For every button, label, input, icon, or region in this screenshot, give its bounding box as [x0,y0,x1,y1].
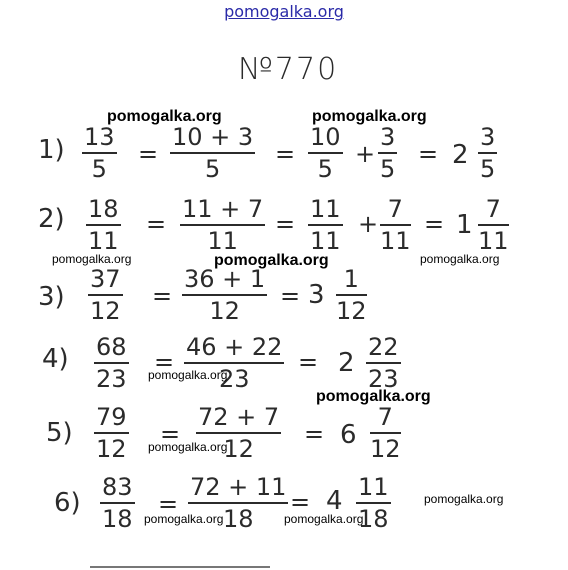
fraction [88,266,123,324]
denominator: 5 [204,155,221,183]
fraction [478,124,497,182]
fraction-bar [370,432,401,434]
equals-sign: = [152,282,173,310]
equals-sign: = [280,282,301,310]
denominator: 12 [96,435,127,463]
denominator: 18 [358,505,389,533]
denominator: 23 [218,365,250,393]
fraction [170,124,255,182]
fraction [380,196,411,254]
numerator: 1 [343,265,359,293]
problem-label: 6) [54,488,81,518]
watermark: pomogalka.org [148,368,228,382]
equals-sign: = [138,140,159,168]
problem-label: 2) [38,204,65,234]
denominator: 11 [478,227,509,255]
fraction-bar [478,152,497,154]
watermark: pomogalka.org [144,512,224,526]
equals-sign: = [298,348,319,376]
equals-sign: = [290,488,311,516]
numerator: 10 [310,123,341,151]
plus-sign: + [355,140,376,168]
problem-label: 4) [42,344,69,374]
denominator: 11 [380,227,411,255]
denominator: 12 [223,435,254,463]
whole-part: 4 [326,486,343,516]
equals-sign: = [146,210,167,238]
fraction-bar [380,224,411,226]
watermark: pomogalka.org [312,108,427,125]
whole-part: 1 [456,210,473,240]
numerator: 7 [387,195,403,223]
fraction [336,266,367,324]
watermark: pomogalka.org [420,252,500,266]
fraction-bar [94,432,129,434]
numerator: 7 [377,403,393,431]
fraction [308,124,343,182]
fraction-bar [182,294,267,296]
whole-part: 3 [308,280,325,310]
whole-part: 6 [340,420,357,450]
fraction-bar [94,362,129,364]
fraction-bar [478,224,509,226]
fraction-bar [170,152,255,154]
fraction [94,404,129,462]
numerator: 7 [485,195,501,223]
task-number: №770 [238,52,339,87]
fraction-bar [180,224,265,226]
problem-label: 3) [38,282,65,312]
denominator: 11 [310,227,341,255]
numerator: 72 + 7 [198,403,280,431]
fraction-bar [308,224,343,226]
fraction-bar [366,362,401,364]
equals-sign: = [158,490,179,518]
numerator: 46 + 22 [186,333,283,361]
denominator: 12 [209,297,240,325]
denominator: 12 [336,297,367,325]
numerator: 10 + 3 [172,123,254,151]
denominator: 18 [222,505,254,533]
fraction [308,196,343,254]
numerator: 72 + 11 [190,473,287,501]
fraction-bar [86,224,121,226]
numerator: 36 + 1 [184,265,266,293]
whole-part: 2 [452,140,469,170]
denominator: 23 [368,365,399,393]
fraction-bar [336,294,367,296]
denominator: 18 [102,505,133,533]
fraction-bar [378,152,397,154]
fraction [378,124,397,182]
fraction [82,124,117,182]
plus-sign: + [358,210,379,238]
numerator: 11 + 7 [182,195,264,223]
denominator: 11 [88,227,119,255]
fraction-bar [356,502,391,504]
fraction-bar [188,502,288,504]
numerator: 11 [310,195,341,223]
equals-sign: = [160,420,181,448]
fraction [180,196,265,254]
numerator: 3 [380,123,396,151]
watermark: pomogalka.org [316,388,431,405]
equals-sign: = [424,210,445,238]
numerator: 68 [96,333,127,361]
numerator: 13 [84,123,115,151]
edge-line [90,566,270,568]
fraction-bar [308,152,343,154]
denominator: 12 [90,297,121,325]
watermark: pomogalka.org [214,252,329,269]
fraction [182,266,267,324]
watermark: pomogalka.org [52,252,132,266]
watermark: pomogalka.org [148,440,228,454]
numerator: 11 [358,473,389,501]
numerator: 79 [96,403,127,431]
denominator: 12 [370,435,401,463]
fraction [100,474,135,532]
fraction-bar [88,294,123,296]
denominator: 5 [317,155,333,183]
numerator: 37 [90,265,121,293]
fraction-bar [196,432,281,434]
numerator: 83 [102,473,133,501]
numerator: 18 [88,195,119,223]
equals-sign: = [275,210,296,238]
denominator: 23 [96,365,127,393]
problem-label: 5) [46,418,73,448]
denominator: 5 [380,155,396,183]
equals-sign: = [275,140,296,168]
fraction [86,196,121,254]
fraction-bar [184,362,284,364]
watermark: pomogalka.org [107,108,222,125]
watermark: pomogalka.org [284,512,364,526]
equals-sign: = [418,140,439,168]
problem-label: 1) [38,135,65,165]
denominator: 5 [91,155,107,183]
denominator: 5 [480,155,496,183]
equals-sign: = [304,420,325,448]
numerator: 3 [480,123,496,151]
fraction [94,334,129,392]
whole-part: 2 [338,348,355,378]
fraction [366,334,401,392]
fraction [184,334,284,392]
denominator: 11 [207,227,238,255]
fraction-bar [100,502,135,504]
numerator: 22 [368,333,399,361]
fraction [370,404,401,462]
fraction-bar [82,152,117,154]
watermark: pomogalka.org [424,492,504,506]
fraction [478,196,509,254]
equals-sign: = [154,348,175,376]
site-link[interactable]: pomogalka.org [224,2,344,21]
